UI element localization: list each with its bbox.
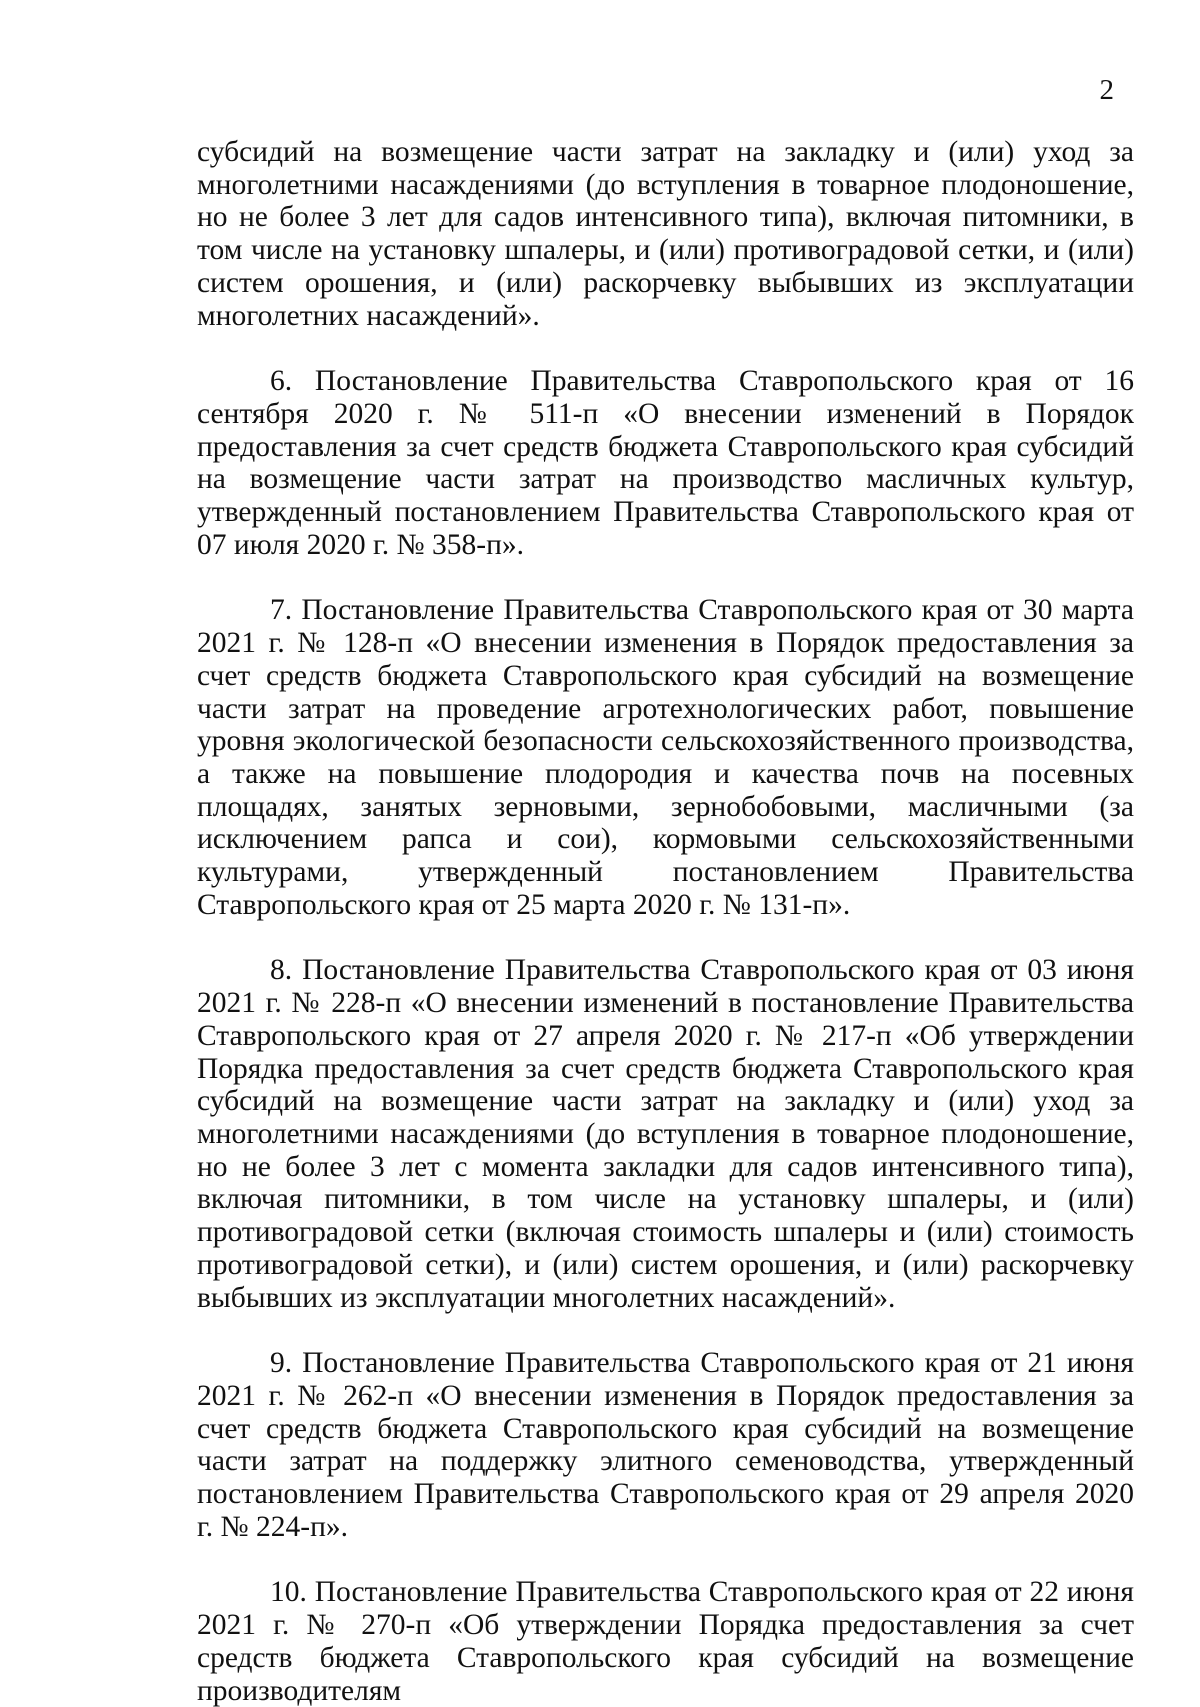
- paragraph-item-7: 7. Постановление Правительства Ставропольского края от 30 марта 2021 г. № 128-п «О внесении изменения в Порядок предоставления за счет средств бюджета Ставропольского края субсидий на возмещение части затрат на проведение агротехнологических работ, повышение уровня экологической безопасности сельскохозяйственного производства, а также на повышение плодородия и качества почв на посевных площадях, занятых зерновыми, зернобобовыми, масличными (за исключением рапса и сои), кормовыми сельскохозяйственными культурами, утвержденный постановлением Правительства Ставропольского края от 25 марта 2020 г. № 131-п».: [197, 594, 1134, 921]
- paragraph-item-6: 6. Постановление Правительства Ставропольского края от 16 сентября 2020 г. № 511-п «О внесении изменений в Порядок предоставления за счет средств бюджета Ставропольского края субсидий на возмещение части затрат на производство масличных культур, утвержденный постановлением Правительства Ставропольского края от 07 июля 2020 г. № 358-п».: [197, 365, 1134, 561]
- paragraph-item-8: 8. Постановление Правительства Ставропольского края от 03 июня 2021 г. № 228-п «О внесении изменений в постановление Правительства Ставропольского края от 27 апреля 2020 г. № 217-п «Об утверждении Порядка предоставления за счет средств бюджета Ставропольского края субсидий на возмещение части затрат на закладку и (или) уход за многолетними насаждениями (до вступления в товарное плодоношение, но не более 3 лет с момента закладки для садов интенсивного типа), включая питомники, в том числе на установку шпалеры, и (или) противоградовой сетки (включая стоимость шпалеры и (или) стоимость противоградовой сетки), и (или) систем орошения, и (или) раскорчевку выбывших из эксплуатации многолетних насаждений».: [197, 954, 1134, 1314]
- paragraph-item-10: 10. Постановление Правительства Ставропольского края от 22 июня 2021 г. № 270-п «Об утверждении Порядка предоставления за счет средств бюджета Ставропольского края субсидий на возмещение производителям: [197, 1576, 1134, 1707]
- paragraph-item-9: 9. Постановление Правительства Ставропольского края от 21 июня 2021 г. № 262-п «О внесении изменения в Порядок предоставления за счет средств бюджета Ставропольского края субсидий на возмещение части затрат на поддержку элитного семеноводства, утвержденный постановлением Правительства Ставропольского края от 29 апреля 2020 г. № 224-п».: [197, 1347, 1134, 1543]
- document-body: [197, 136, 1134, 1707]
- paragraph-continuation: субсидий на возмещение части затрат на закладку и (или) уход за многолетними насаждениями (до вступления в товарное плодоношение, но не более 3 лет для садов интенсивного типа), включая питомники, в том числе на установку шпалеры, и (или) противоградовой сетки, и (или) систем орошения, и (или) раскорчевку выбывших из эксплуатации многолетних насаждений».: [197, 136, 1134, 332]
- page-number: 2: [1099, 74, 1114, 106]
